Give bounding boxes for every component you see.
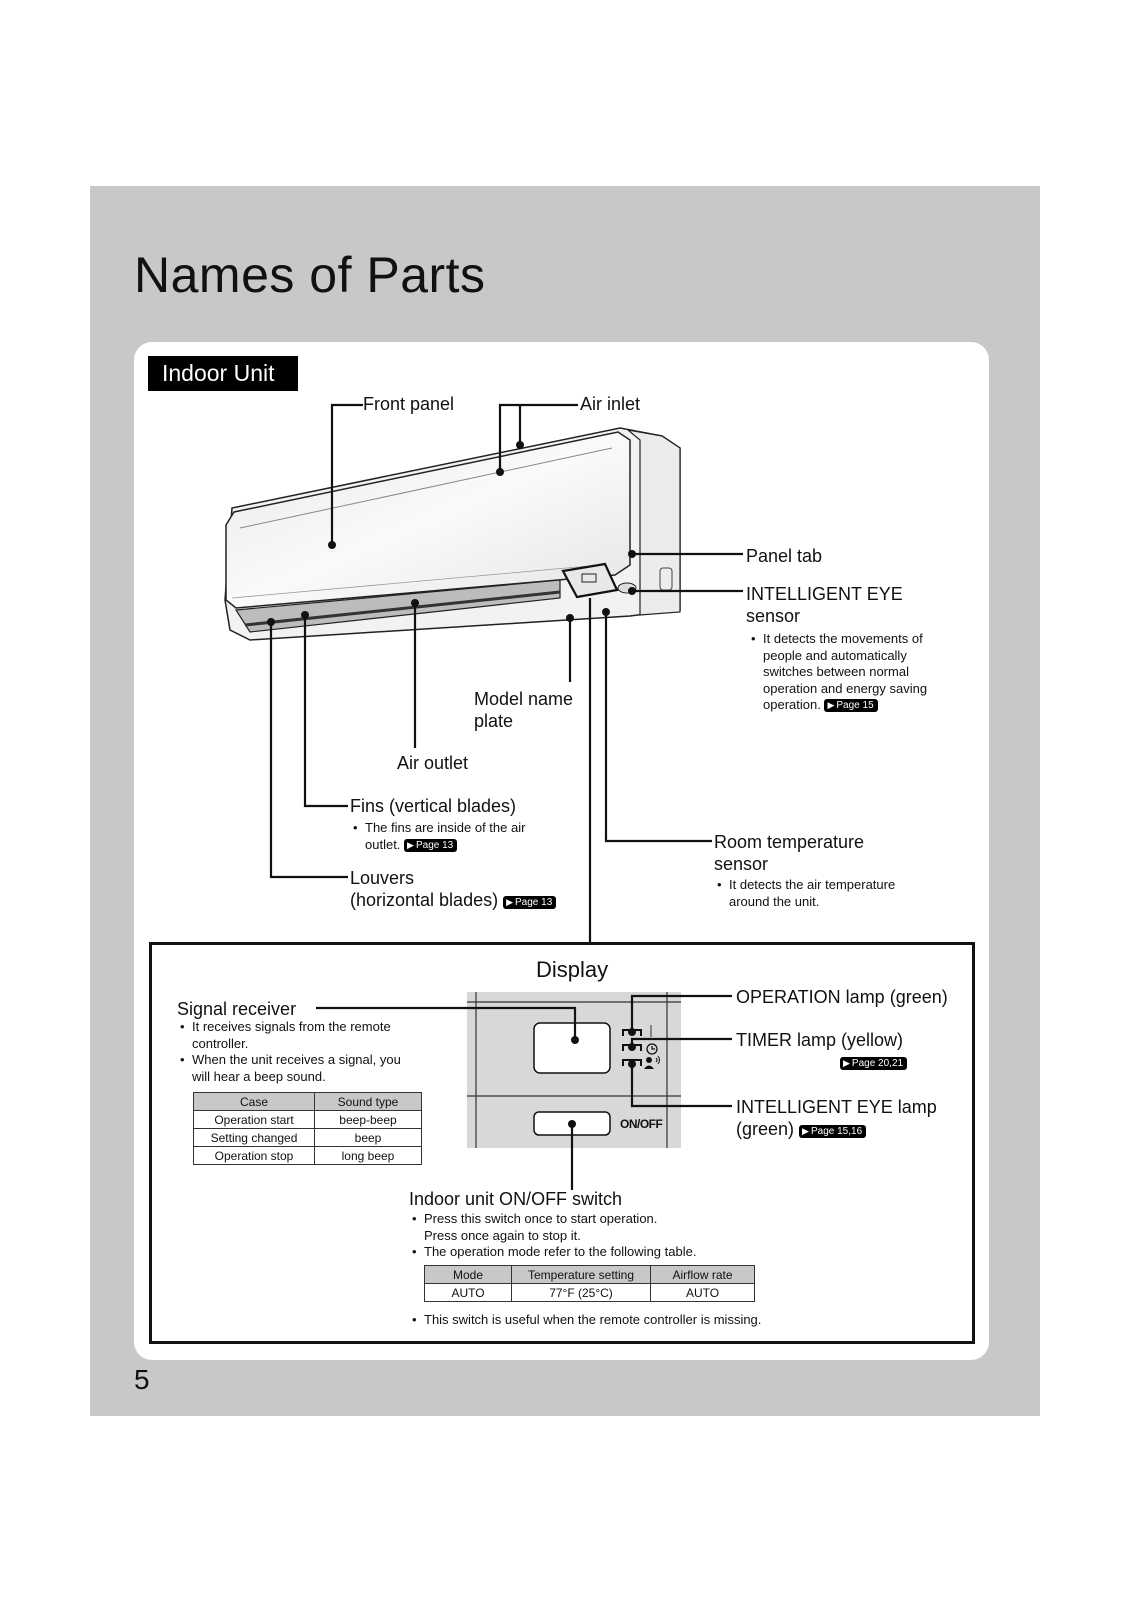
onoff-panel-label: ON/OFF xyxy=(620,1117,663,1131)
page-ref-badge[interactable]: ▶ Page 15 xyxy=(824,699,877,712)
section-tag: Indoor Unit xyxy=(148,356,298,391)
table-row: Setting changed beep xyxy=(194,1129,422,1147)
label-model-name-plate: Model name plate xyxy=(474,689,574,731)
page-ref-badge[interactable]: ▶ Page 15,16 xyxy=(799,1125,866,1138)
play-triangle-icon: ▶ xyxy=(827,700,835,710)
label-onoff-switch: Indoor unit ON/OFF switch xyxy=(409,1189,623,1209)
page-ref-badge[interactable]: ▶ Page 20,21 xyxy=(840,1057,907,1070)
label-panel-tab: Panel tab xyxy=(746,546,823,566)
label-air-outlet: Air outlet xyxy=(397,753,469,773)
page-number: 5 xyxy=(134,1364,150,1395)
label-room-temperature-sensor: Room temperature sensor xyxy=(714,832,865,874)
play-triangle-icon: ▶ xyxy=(843,1058,850,1068)
timer-lamp-ref xyxy=(840,1055,907,1072)
label-air-inlet: Air inlet xyxy=(580,394,641,414)
note-fins: • The fins are inside of the air outlet. ▶ Page 13 xyxy=(353,820,526,852)
operation-mode-table: Mode Temperature setting Airflow rate AUTO 77°F (25°C) AUTO xyxy=(424,1265,755,1302)
page-ref-badge[interactable]: ▶ Page 13 xyxy=(404,839,457,852)
note-onoff-switch: • Press this switch once to start operation. Press once again to stop it. • The operation mode refer to the following table. xyxy=(412,1211,697,1259)
label-intelligent-eye-sensor: INTELLIGENT EYE sensor xyxy=(746,584,903,626)
note-intelligent-eye-sensor: • It detects the movements of people and automatically switches between normal operation and energy saving operation. ▶ Page 15 xyxy=(751,631,928,712)
play-triangle-icon: ▶ xyxy=(802,1126,809,1136)
display-title: Display xyxy=(536,957,609,982)
note-signal-receiver: • It receives signals from the remote controller. • When the unit receives a signal, you will hear a beep sound. xyxy=(180,1019,401,1084)
label-operation-lamp: OPERATION lamp (green) xyxy=(736,987,948,1007)
page-ref-badge[interactable]: ▶ Page 13 xyxy=(503,896,556,909)
label-louvers: Louvers (horizontal blades) ▶ Page 13 xyxy=(350,867,556,911)
signal-receiver-window xyxy=(534,1023,610,1073)
table-row: Operation stop long beep xyxy=(194,1147,422,1165)
play-triangle-icon: ▶ xyxy=(506,897,514,907)
label-fins: Fins (vertical blades) xyxy=(350,796,517,816)
label-signal-receiver: Signal receiver xyxy=(177,999,297,1019)
page-title: Names of Parts xyxy=(134,247,486,303)
label-front-panel: Front panel xyxy=(363,394,455,414)
note-onoff-footer: • This switch is useful when the remote controller is missing. xyxy=(412,1312,762,1327)
person-sensor-icon xyxy=(646,1057,652,1063)
play-triangle-icon: ▶ xyxy=(407,839,414,850)
note-room-temperature-sensor: • It detects the air temperature around the unit. xyxy=(717,877,896,909)
table-row: Operation start beep-beep xyxy=(194,1111,422,1129)
table-row: AUTO 77°F (25°C) AUTO xyxy=(425,1284,755,1302)
sound-type-table: Case Sound type Operation start beep-beep Setting changed beep Operation stop long beep xyxy=(193,1092,422,1165)
label-timer-lamp: TIMER lamp (yellow) xyxy=(736,1030,904,1050)
label-intelligent-eye-lamp: INTELLIGENT EYE lamp (green) ▶ Page 15,16 xyxy=(736,1097,937,1139)
